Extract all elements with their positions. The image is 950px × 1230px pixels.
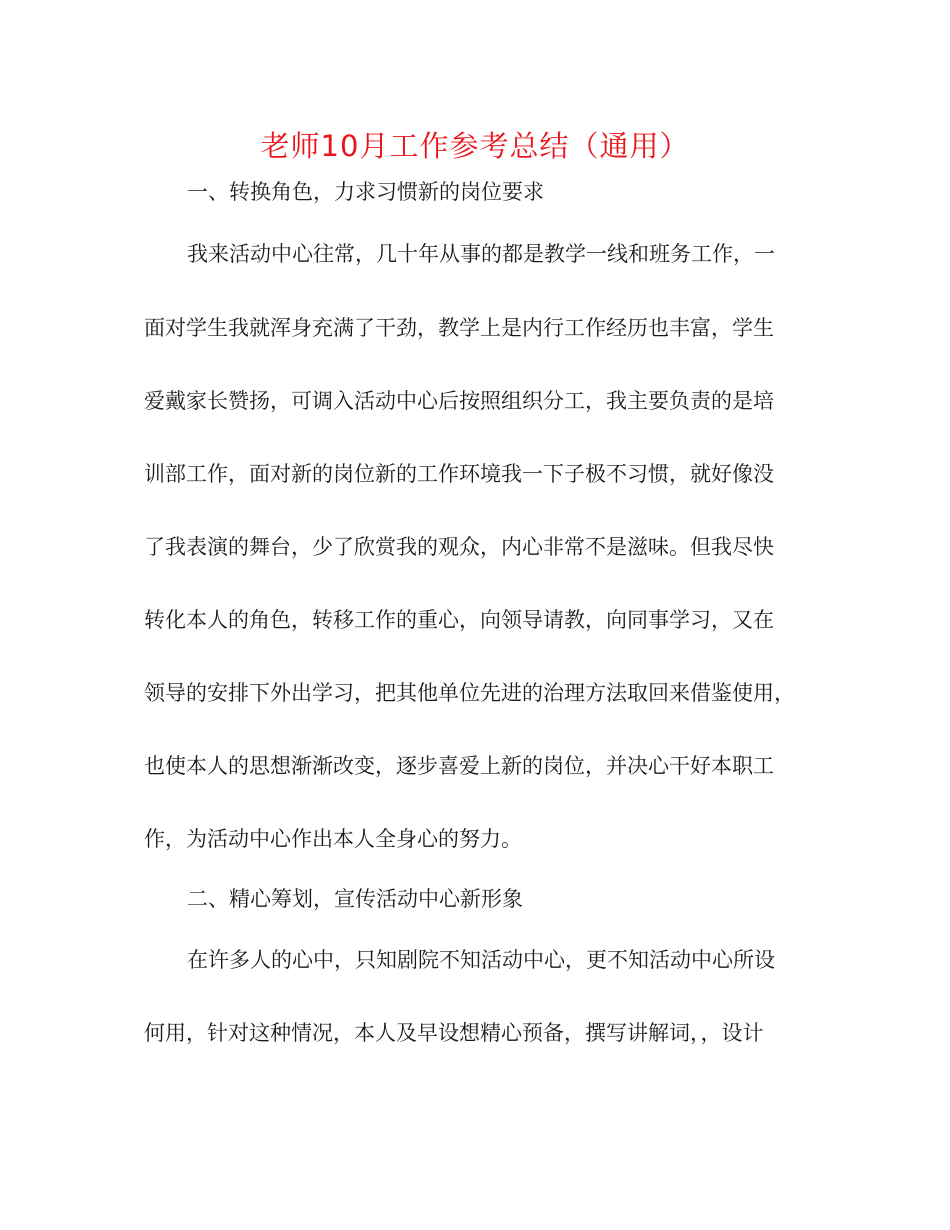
section-heading-1: 一、转换角色，力求习惯新的岗位要求 — [187, 180, 544, 204]
paragraph-line: 我来活动中心往常，几十年从事的都是教学一线和班务工作，一 — [187, 242, 775, 266]
paragraph-line: 领导的安排下外出学习，把其他单位先进的治理方法取回来借鉴使用， — [144, 681, 795, 705]
paragraph-line: 训部工作，面对新的岗位新的工作环境我一下子极不习惯，就好像没 — [144, 462, 774, 486]
section-heading-2: 二、精心筹划，宣传活动中心新形象 — [187, 887, 523, 911]
paragraph-line: 何用，针对这种情况，本人及早设想精心预备，撰写讲解词，，设计 — [144, 1021, 764, 1045]
paragraph-line: 爱戴家长赞扬，可调入活动中心后按照组织分工，我主要负责的是培 — [144, 389, 774, 413]
paragraph-line: 也使本人的思想渐渐改变，逐步喜爱上新的岗位，并决心干好本职工 — [144, 754, 774, 778]
paragraph-line: 面对学生我就浑身充满了干劲，教学上是内行工作经历也丰富，学生 — [144, 316, 774, 340]
paragraph-line: 了我表演的舞台，少了欣赏我的观众，内心非常不是滋味。但我尽快 — [144, 535, 774, 559]
document-title: 老师10月工作参考总结（通用） — [260, 129, 690, 163]
paragraph-line: 作，为活动中心作出本人全身心的努力。 — [144, 827, 522, 851]
paragraph-line: 在许多人的心中，只知剧院不知活动中心，更不知活动中心所设 — [187, 948, 775, 972]
paragraph-line: 转化本人的角色，转移工作的重心，向领导请教，向同事学习，又在 — [144, 608, 774, 632]
